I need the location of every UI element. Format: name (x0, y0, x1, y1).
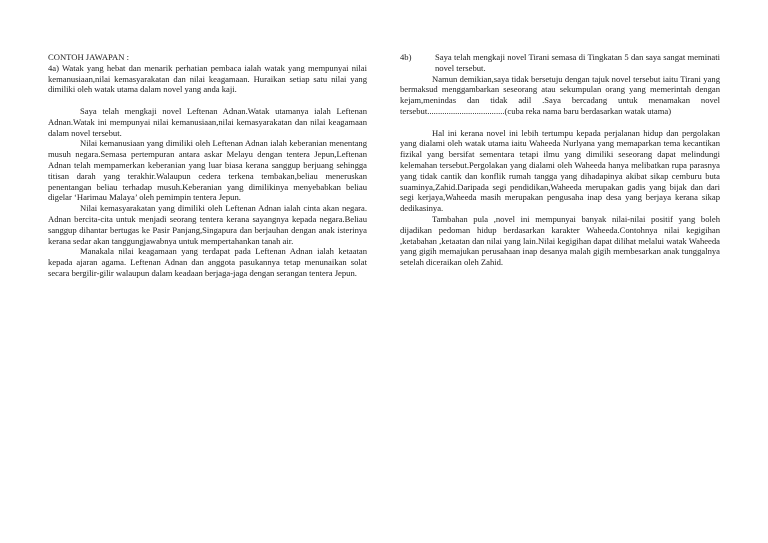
question-4a: 4a) Watak yang hebat dan menarik perhatian pembaca ialah watak yang mempunyai nilai kemanusiaan,nilai kemasyarakatan dan nilai keagamaan. Huraikan setiap satu nilai yang dimiliki oleh watak utama dalam novel yang anda kaji. (48, 62, 367, 95)
question-4b-text: Saya telah mengkaji novel Tirani semasa di Tingkatan 5 dan saya sangat meminati novel tersebut. (435, 52, 720, 73)
right-column (400, 52, 720, 268)
question-4b (400, 52, 720, 74)
paragraph-intro: Saya telah mengkaji novel Leftenan Adnan.Watak utamanya ialah Leftenan Adnan.Watak ini mempunyai nilai kemanusiaan,nilai kemasyarakatan dan nilai keagamaan dalam novel tersebut. (48, 105, 367, 138)
left-column (48, 52, 367, 279)
paragraph-nilai-keagamaan: Manakala nilai keagamaan yang terdapat pada Leftenan Adnan ialah ketaatan kepada ajaran agama. Leftenan Adnan dan anggota pasukannya tetap menunaikan solat secara bergilir-gilir walaupun dalam keadaan berjaga-jaga dengan serangan tentera Jepun. (48, 246, 367, 278)
answer-heading: CONTOH JAWAPAN : (48, 52, 129, 62)
paragraph-nilai-positif: Tambahan pula ,novel ini mempunyai banyak nilai-nilai positif yang boleh dijadikan pedoman hidup berdasarkan karakter Waheeda.Contohnya nilai kegigihan ,ketabahan ,ketaatan dan nilai yang lain.Nilai kegigihan dapat dilihat melalui watak Waheeda yang gigih memajukan perusahaan inap desanya malah gigih membesarkan anak tunggalnya setelah diceraikan oleh Zahid. (400, 213, 720, 268)
paragraph-tajuk-baru: Namun demikian,saya tidak bersetuju dengan tajuk novel tersebut iaitu Tirani yang bermaksud menggambarkan seseorang atau sekumpulan orang yang memerintah dengan kejam,menindas dan tidak adil .Saya bercadang untuk menamakan novel tersebut....................................(cuba reka nama baru berdasarkan watak utama) (400, 73, 720, 116)
spacer (400, 117, 720, 128)
paragraph-nilai-kemasyarakatan: Nilai kemasyarakatan yang dimiliki oleh Leftenan Adnan ialah cinta akan negara. Adnan bercita-cita untuk menjadi seorang tentera kerana sayangnya kepada negara.Beliau sanggup dihantar bertugas ke Pasir Panjang,Singapura dan berjauhan dengan anak isterinya kerana sedar akan tanggungjawabnya untuk mempertahankan tanah air. (48, 203, 367, 246)
spacer (48, 95, 367, 106)
paragraph-nilai-kemanusiaan: Nilai kemanusiaan yang dimiliki oleh Leftenan Adnan ialah keberanian menentang musuh negara.Semasa pertempuran antara askar Melayu dengan tentera Jepun,Leftenan Adnan telah mempamerkan keberanian yang luar biasa kerana sanggup berjuang sehingga titisan darah yang terakhir.Walaupun cedera terkena tembakan,beliau meneruskan penentangan beliau terhadap musuh.Keberanian yang dimilikinya menyebabkan beliau digelar ‘Harimau Malaya’ oleh pemimpin tentera Jepun. (48, 138, 367, 203)
question-number: 4b) (400, 52, 412, 62)
paragraph-sebab: Hal ini kerana novel ini lebih tertumpu kepada perjalanan hidup dan pergolakan yang dialami oleh watak utama iaitu Waheeda Nurlyana yang memaparkan tema kecantikan fizikal yang bersifat sementara tetapi ilmu yang dimiliki seseorang dapat melindungi kelemahan tersebut.Pergolakan yang dialami oleh Waheeda hanya melibatkan rupa parasnya yang tidak cantik dan konflik rumah tangga yang dihadapinya akibat sikap cemburu buta suaminya,Zahid.Daripada segi pendidikan,Waheeda merupakan gadis yang bijak dan dari segi kerjaya,Waheeda masih merupakan pengusaha inap desa yang berjaya kerana sikap dedikasinya. (400, 127, 720, 214)
